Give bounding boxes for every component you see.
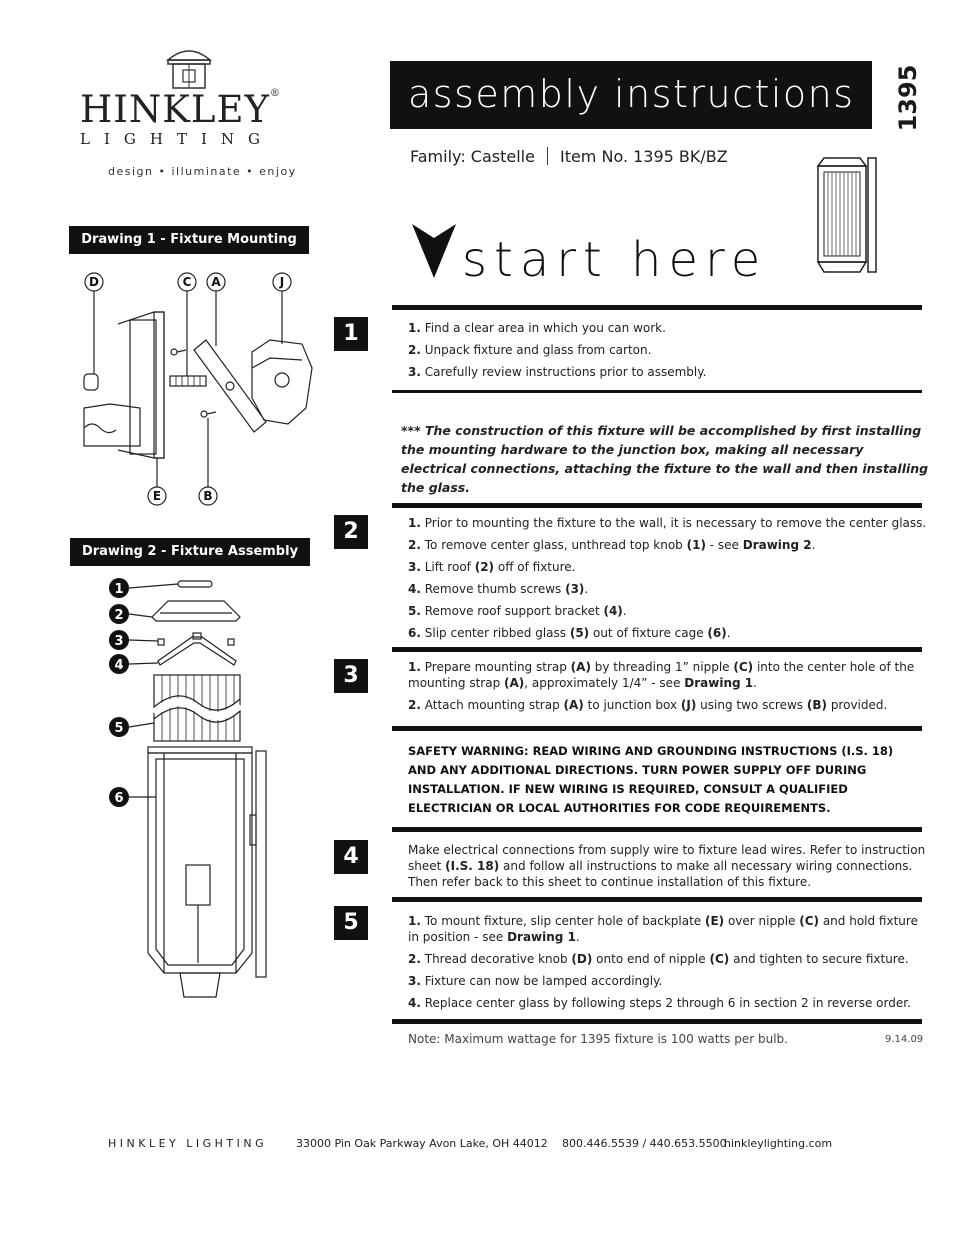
footer-website-link[interactable]: hinkleylighting.com [724, 1137, 833, 1150]
section-4-text: Make electrical connections from supply wire to fixture lead wires. Refer to instruction sheet (I.S. 18) and follow all instructions to make all necessary wiring connections. Then refer back to this sheet to continue installation of this fixture. [408, 843, 926, 889]
list-item: 2. Thread decorative knob (D) onto end of nipple (C) and tighten to secure fixture. [408, 952, 909, 966]
list-item: 3. Fixture can now be lamped accordingly. [408, 974, 663, 988]
section-1-steps [408, 320, 928, 386]
drawing-2-label: Drawing 2 - Fixture Assembly [70, 538, 310, 566]
start-here-heading: start here [462, 232, 768, 288]
list-item: 4. Remove thumb screws (3). [408, 582, 589, 596]
list-item: 2. Attach mounting strap (A) to junction box (J) using two screws (B) provided. [408, 698, 888, 712]
section-divider [392, 827, 922, 832]
callout-2: 2 [114, 608, 124, 623]
list-item: 3. Carefully review instructions prior to assembly. [408, 365, 707, 379]
list-item: 1. To mount fixture, slip center hole of backplate (E) over nipple (C) and hold fixture in position - see Drawing 1. [408, 914, 918, 944]
family-item-line [410, 147, 728, 166]
list-item: 1. Prepare mounting strap (A) by threading 1” nipple (C) into the center hole of the mounting strap (A), approximately 1/4” - see Drawing 1. [408, 660, 915, 690]
section-divider [392, 1019, 922, 1024]
list-item: 3. Lift roof (2) off of fixture. [408, 560, 576, 574]
callout-j: J [279, 275, 285, 289]
registered-mark: ® [269, 88, 281, 99]
callout-3: 3 [114, 634, 124, 649]
section-divider [392, 897, 922, 902]
drawing-2-fixture-assembly [108, 575, 278, 1005]
list-item: 1. Find a clear area in which you can work. [408, 321, 666, 335]
section-3-steps [408, 659, 928, 719]
page-title: assembly instructions [390, 61, 872, 129]
start-arrow-icon [410, 222, 458, 280]
callout-a: A [211, 275, 221, 289]
callout-1: 1 [114, 582, 124, 597]
drawing-1-label: Drawing 1 - Fixture Mounting [69, 226, 309, 254]
footer-address: 33000 Pin Oak Parkway Avon Lake, OH 44012 [296, 1137, 548, 1150]
callout-e: E [152, 489, 162, 503]
callout-d: D [89, 275, 99, 289]
item-number: Item No. 1395 BK/BZ [559, 147, 728, 166]
revision-date: 9.14.09 [885, 1034, 924, 1045]
wattage-note: Note: Maximum wattage for 1395 fixture is 100 watts per bulb. [408, 1032, 788, 1046]
safety-warning: SAFETY WARNING: READ WIRING AND GROUNDING INSTRUCTIONS (I.S. 18) AND ANY ADDITIONAL DIRECTIONS. TURN POWER SUPPLY OFF DURING INSTALLATION. IF NEW WIRING IS REQUIRED, CONSULT A QUALIFIED ELECTRICIAN OR LOCAL AUTHORITIES FOR CODE REQUIREMENTS. [408, 744, 894, 815]
section-3-number: 3 [334, 659, 368, 693]
footer-phone: 800.446.5539 / 440.653.5500 [562, 1137, 727, 1150]
hinkley-lantern-logo-icon [160, 44, 218, 90]
section-divider [392, 305, 922, 310]
section-divider [392, 390, 922, 393]
brand-name: HINKLEY® [80, 88, 281, 131]
section-divider [392, 726, 922, 731]
section-divider [392, 647, 922, 652]
section-5-number: 5 [334, 906, 368, 940]
section-5-steps [408, 913, 928, 1017]
list-item: 2. To remove center glass, unthread top knob (1) - see Drawing 2. [408, 538, 816, 552]
list-item: 1. Prior to mounting the fixture to the wall, it is necessary to remove the center glass. [408, 516, 927, 530]
brand-subtitle: LIGHTING [80, 130, 274, 148]
callout-4: 4 [114, 658, 124, 673]
list-item: 4. Replace center glass by following steps 2 through 6 in section 2 in reverse order. [408, 996, 911, 1010]
family-name: Family: Castelle [410, 147, 535, 166]
callout-6: 6 [114, 791, 124, 806]
item-number-vertical: 1395 [894, 64, 922, 132]
section-1-number: 1 [334, 317, 368, 351]
callout-5: 5 [114, 721, 124, 736]
callout-c: C [182, 275, 192, 289]
list-item: 6. Slip center ribbed glass (5) out of fixture cage (6). [408, 626, 731, 640]
fixture-thumbnail-image [810, 150, 882, 282]
construction-note: *** The construction of this fixture will be accomplished by first installing the mounting hardware to the junction box, making all necessary electrical connections, attaching the fixture to the wall and then installing the glass. [401, 423, 929, 495]
callout-b: B [203, 489, 213, 503]
brand-tagline: design • illuminate • enjoy [108, 165, 297, 178]
list-item: 5. Remove roof support bracket (4). [408, 604, 627, 618]
footer-brand: HINKLEY LIGHTING [108, 1137, 268, 1150]
drawing-1-fixture-mounting [70, 268, 320, 513]
section-divider [392, 503, 922, 508]
section-2-number: 2 [334, 515, 368, 549]
section-2-steps [408, 515, 928, 647]
section-4-number: 4 [334, 840, 368, 874]
list-item: 2. Unpack fixture and glass from carton. [408, 343, 652, 357]
separator [547, 147, 548, 165]
